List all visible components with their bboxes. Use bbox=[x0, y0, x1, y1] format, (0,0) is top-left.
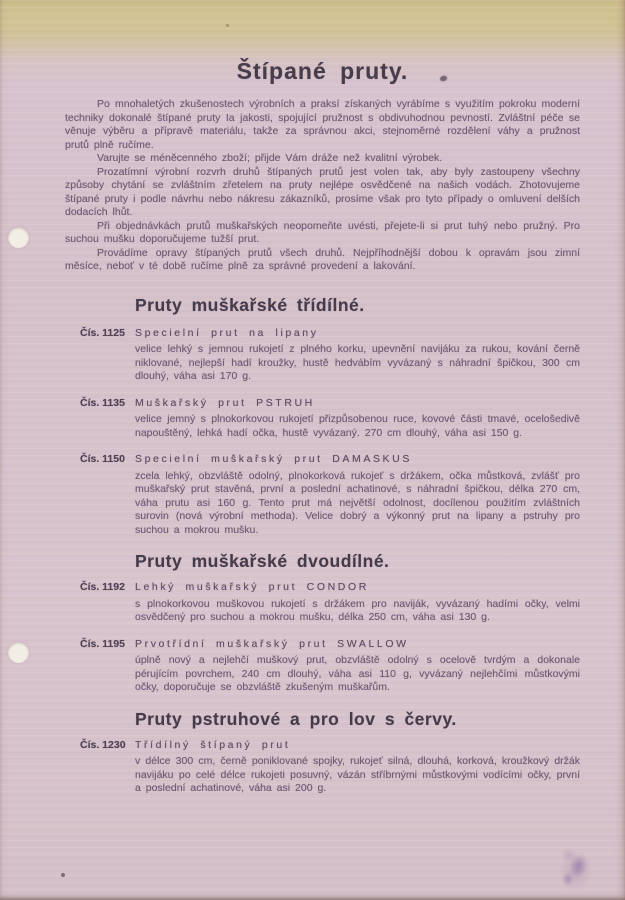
intro-paragraph: Prozatímní výrobní rozvrh druhů štípaných prutů jest volen tak, aby byly zastoupeny všechny způsoby chytání se zvláštním zřetelem na pruty nejlépe osvědčené na našich vodách. Zhotovujeme štípané pruty i podle návrhu nebo nákresu zákazníků, prosíme však pro tyto případy o omluvení delších dodacích lhůt. bbox=[65, 165, 580, 218]
item-number: Čís. 1150 bbox=[80, 453, 125, 465]
catalog-item-1230 bbox=[80, 739, 580, 796]
page-title: Štípané pruty. bbox=[236, 58, 409, 84]
item-name: Třídílný štípaný prut bbox=[135, 738, 291, 751]
catalog-item-1135 bbox=[80, 397, 580, 441]
catalog-item-1195 bbox=[80, 638, 580, 695]
item-name: Lehký muškařský prut CONDOR bbox=[135, 581, 369, 593]
section-heading-three-piece-fly-rods: Pruty muškařské třídílné. bbox=[135, 294, 365, 315]
intro-paragraphs bbox=[65, 98, 580, 274]
item-number: Čís. 1135 bbox=[80, 396, 125, 409]
item-description: v délce 300 cm, černě poniklované spojky, rukojeť silná, dlouhá, korková, kroužkový držák navijáku po celé délce rukojeti posuvný, vázán stříbrnými můstkovými vodícími očky, první a poslední achatinové, váha asi 200 g. bbox=[135, 755, 580, 794]
ink-smudge-stain bbox=[543, 834, 605, 900]
item-description: úplně nový a nejlehčí muškový prut, obzvláště odolný s ocelově tvrdým a dokonale pérujícím povrchem, 240 cm dlouhý, váha asi 110 g, vyvázaný nejlehčími můstkovými očky, doporučuje se obzvláště zkušeným muškařům. bbox=[135, 654, 580, 693]
item-number: Čís. 1230 bbox=[80, 738, 126, 751]
intro-paragraph: Provádíme opravy štípaných prutů všech druhů. Nejpříhodnější dobou k opravám jsou zimní měsíce, neboť v té době ručíme plně za správné provedení a lakování. bbox=[65, 246, 580, 272]
ink-speck-bottom-left bbox=[61, 873, 65, 877]
section-heading-trout-and-worm-rods: Pruty pstruhové a pro lov s červy. bbox=[135, 708, 457, 729]
item-description: velice jemný s plnokorkovou rukojetí přizpůsobenou ruce, kovové části tmavé, ocelošedivě napouštěný, lehká hadí očka, hustě vyvázaný. 270 cm dlouhý, váha asi 150 g. bbox=[135, 413, 580, 439]
item-name: Muškařský prut PSTRUH bbox=[135, 396, 315, 409]
item-name: Specielní prut na lipany bbox=[135, 326, 319, 339]
item-description: zcela lehký, obzvláště odolný, plnokorková rukojeť s držákem, očka můstková, zvlášť pro muškařský prut stavěná, první a poslední achatinové, s náhradní špičkou, délka 270 cm, váha prutu asi 160 g. Tento prut má největší odolnost, docílenou použitím zvláštních surovin (nová výrobní methoda). Velice dobrý a výkonný prut na lipany a pstruhy pro suchou a mokrou mušku. bbox=[135, 469, 580, 536]
intro-paragraph: Po mnohaletých zkušenostech výrobních a praksí získaných vyrábíme s využitím pokroku moderní techniky dokonalé štípané pruty Ia jakosti, spojující pružnost s obdivuhodnou pevností. Zvláštní péče se věnuje výběru a přípravě materiálu, takže za správnou akci, stejnoměrné rozdělení váhy a pružnost prutů plně ručíme. bbox=[65, 98, 580, 151]
catalog-item-1192 bbox=[80, 581, 580, 625]
item-name: Prvotřídní muškařský prut SWALLOW bbox=[135, 637, 409, 650]
section-heading-two-piece-fly-rods: Pruty muškařské dvoudílné. bbox=[135, 551, 390, 571]
item-name: Specielní muškařský prut DAMASKUS bbox=[135, 453, 412, 465]
item-description: s plnokorkovou muškovou rukojetí s držákem pro naviják, vyvázaný hadími očky, velmi osvědčený pro suchou a mokrou mušku, délka 250 cm, váha asi 130 g. bbox=[135, 597, 580, 623]
intro-paragraph: Při objednávkách prutů muškařských neopomeňte uvésti, přejete-li si prut tuhý nebo pružný. Pro suchou mušku doporučujeme tužší prut. bbox=[65, 219, 580, 245]
catalog-item-1150 bbox=[80, 453, 580, 537]
item-number: Čís. 1125 bbox=[80, 326, 125, 339]
item-description: velice lehký s jemnou rukojetí z plného korku, upevnění navijáku za rukou, kování černě niklované, nejlepší hadí kroužky, hustě hedvábím vyvázaný s náhradní špičkou, 300 cm dlouhý, váha asi 170 g. bbox=[135, 343, 580, 382]
catalog-item-1125 bbox=[80, 327, 580, 384]
item-number: Čís. 1195 bbox=[80, 637, 125, 650]
intro-paragraph: Varujte se méněcenného zboží; přijde Vám dráže než kvalitní výrobek. bbox=[97, 152, 443, 164]
item-number: Čís. 1192 bbox=[80, 581, 125, 593]
